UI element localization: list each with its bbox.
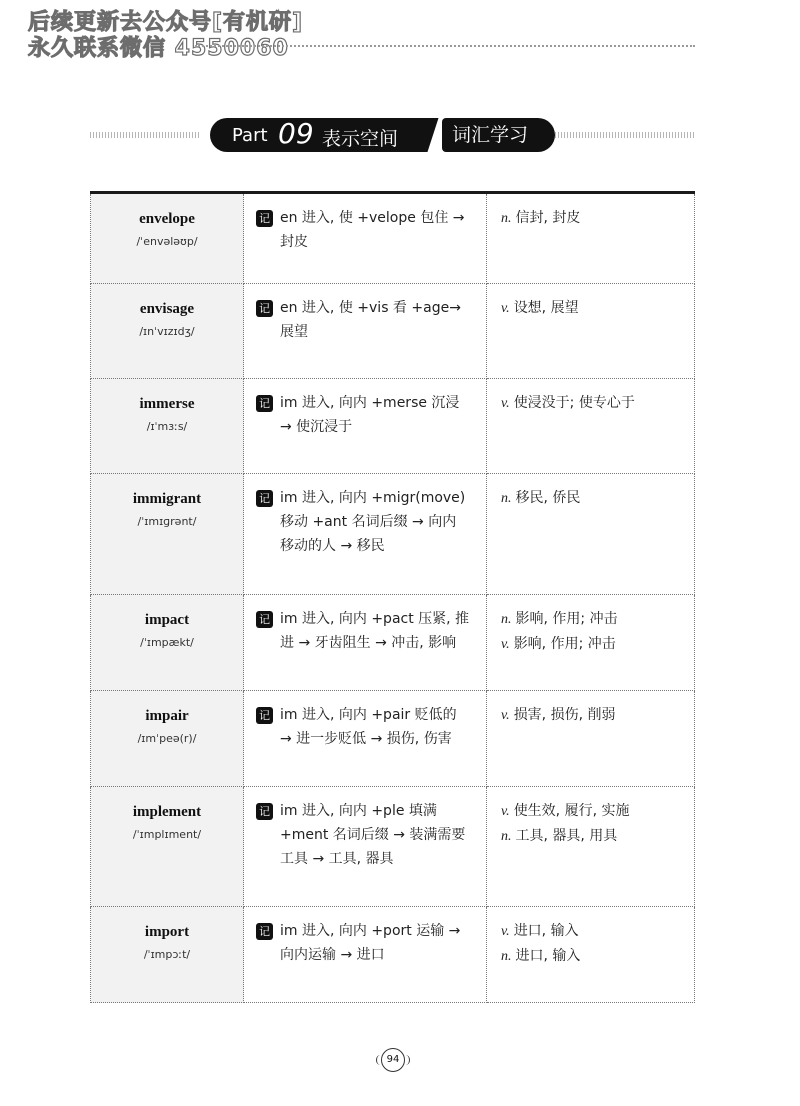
vocabulary-table (90, 191, 695, 1003)
meaning: 影响, 作用; 冲击 (515, 611, 618, 627)
part-of-speech: n. (501, 612, 512, 627)
vocab-row (91, 787, 695, 907)
headword: envelope (139, 211, 195, 227)
memory-tip (256, 703, 474, 751)
meaning: 进口, 输入 (513, 923, 579, 939)
meaning: 设想, 展望 (513, 300, 579, 316)
memo-badge-icon: 记 (256, 707, 273, 724)
definition-cell (487, 907, 695, 1003)
page-number: 94 (381, 1048, 405, 1072)
headword: impair (145, 708, 189, 724)
page-number-badge (378, 1048, 408, 1072)
meaning: 损害, 损伤, 削弱 (513, 707, 616, 723)
definition (501, 486, 682, 511)
memo-badge-icon: 记 (256, 611, 273, 628)
word-cell (91, 907, 244, 1003)
memory-line: im 进入, 向内 +ple 填满 (280, 803, 437, 819)
part-of-speech: v. (501, 396, 510, 411)
memory-line: im 进入, 向内 +pair 贬低的 (280, 707, 457, 723)
meaning: 使生效, 履行, 实施 (513, 803, 630, 819)
memory-line: en 进入, 使 +vis 看 +age→ (280, 300, 461, 316)
memory-tip (256, 206, 474, 254)
memory-cell (244, 284, 487, 379)
definition (501, 296, 682, 321)
definition (501, 703, 682, 728)
part-number: 09 (278, 117, 314, 150)
definition (501, 824, 682, 849)
memory-line: en 进入, 使 +velope 包住 → (280, 210, 465, 226)
definition-cell (487, 595, 695, 691)
definition-cell (487, 787, 695, 907)
part-label: Part (232, 125, 268, 146)
definition-cell (487, 193, 695, 284)
memory-line: im 进入, 向内 +migr(move) (280, 490, 466, 506)
word-cell (91, 595, 244, 691)
memory-cell (244, 379, 487, 474)
memory-line: 工具 → 工具, 器具 (280, 851, 394, 867)
vocab-row (91, 193, 695, 284)
vocabulary-table-body (91, 193, 695, 1003)
part-pill (210, 118, 442, 152)
headword: import (144, 924, 190, 940)
memory-line: +ment 名词后缀 → 装满需要 (280, 827, 466, 843)
phonetic: /ˈɪmplɪment/ (132, 828, 202, 841)
memo-badge-icon: 记 (256, 210, 273, 227)
definition (501, 799, 682, 824)
memory-tip (256, 607, 474, 655)
memory-line: 移动 +ant 名词后缀 → 向内 (280, 514, 457, 530)
part-of-speech: v. (501, 924, 510, 939)
watermark-line-1: 后续更新去公众号[有机研] (28, 10, 304, 35)
definition (501, 919, 682, 944)
meaning: 使浸没于; 使专心于 (513, 395, 635, 411)
phonetic: /ɪˈmɜːs/ (146, 420, 188, 433)
definition (501, 632, 682, 657)
definition (501, 944, 682, 969)
definition-cell (487, 474, 695, 595)
definition (501, 206, 682, 231)
watermark-line-2: 永久联系微信 4550060 (28, 36, 289, 61)
memory-tip (256, 799, 474, 871)
phonetic: /ɪnˈvɪzɪdʒ/ (139, 325, 195, 338)
phonetic: /ˈenvələʊp/ (136, 235, 198, 248)
vocab-row (91, 284, 695, 379)
part-of-speech: n. (501, 829, 512, 844)
header-dotted-rule (195, 45, 695, 47)
watermark (28, 10, 303, 62)
part-of-speech: v. (501, 804, 510, 819)
word-cell (91, 284, 244, 379)
banner-rule-right (555, 132, 695, 138)
memory-tip (256, 296, 474, 344)
banner-rule-left (90, 132, 200, 138)
memory-line: im 进入, 向内 +merse 沉浸 (280, 395, 460, 411)
memory-line: 展望 (280, 324, 308, 340)
memory-cell (244, 474, 487, 595)
word-cell (91, 193, 244, 284)
vocab-row (91, 379, 695, 474)
memory-cell (244, 787, 487, 907)
memo-badge-icon: 记 (256, 395, 273, 412)
part-title: 表示空间 (322, 128, 399, 150)
part-of-speech: v. (501, 301, 510, 316)
part-of-speech: n. (501, 949, 512, 964)
phonetic: /ˈɪmpækt/ (140, 636, 194, 649)
memory-line: → 使沉浸于 (280, 419, 353, 435)
memory-line: 进 → 牙齿阻生 → 冲击, 影响 (280, 635, 457, 651)
vocab-row (91, 595, 695, 691)
meaning: 信封, 封皮 (515, 210, 581, 226)
headword: implement (132, 804, 202, 820)
meaning: 进口, 输入 (515, 948, 581, 964)
vocab-row (91, 907, 695, 1003)
headword: impact (144, 612, 190, 628)
memory-line: 封皮 (280, 234, 308, 250)
headword: immigrant (132, 491, 202, 507)
definition-cell (487, 691, 695, 787)
definition-cell (487, 284, 695, 379)
memo-badge-icon: 记 (256, 300, 273, 317)
definition-cell (487, 379, 695, 474)
meaning: 影响, 作用; 冲击 (513, 636, 616, 652)
memory-line: 向内运输 → 进口 (280, 947, 385, 963)
memo-badge-icon: 记 (256, 803, 273, 820)
word-cell (91, 787, 244, 907)
memory-cell (244, 193, 487, 284)
definition (501, 391, 682, 416)
phonetic: /ˈɪmpɔːt/ (143, 948, 191, 961)
memory-cell (244, 907, 487, 1003)
memory-line: im 进入, 向内 +port 运输 → (280, 923, 461, 939)
memory-line: 移动的人 → 移民 (280, 538, 385, 554)
memo-badge-icon: 记 (256, 490, 273, 507)
meaning: 工具, 器具, 用具 (515, 828, 618, 844)
headword: envisage (139, 301, 195, 317)
part-of-speech: v. (501, 708, 510, 723)
memory-cell (244, 691, 487, 787)
section-tag: 词汇学习 (442, 118, 555, 152)
memory-tip (256, 486, 474, 558)
headword: immerse (139, 396, 195, 412)
page-number-ornament-right (402, 1055, 410, 1065)
definition (501, 607, 682, 632)
word-cell (91, 474, 244, 595)
phonetic: /ˈɪmɪɡrənt/ (137, 515, 197, 528)
section-banner (90, 118, 695, 152)
phonetic: /ɪmˈpeə(r)/ (137, 732, 197, 745)
word-cell (91, 691, 244, 787)
part-of-speech: v. (501, 637, 510, 652)
memory-tip (256, 391, 474, 439)
vocab-row (91, 474, 695, 595)
part-of-speech: n. (501, 211, 512, 226)
memory-cell (244, 595, 487, 691)
memory-line: → 进一步贬低 → 损伤, 伤害 (280, 731, 452, 747)
word-cell (91, 379, 244, 474)
memory-tip (256, 919, 474, 967)
part-of-speech: n. (501, 491, 512, 506)
memo-badge-icon: 记 (256, 923, 273, 940)
vocab-row (91, 691, 695, 787)
meaning: 移民, 侨民 (515, 490, 581, 506)
memory-line: im 进入, 向内 +pact 压紧, 推 (280, 611, 470, 627)
